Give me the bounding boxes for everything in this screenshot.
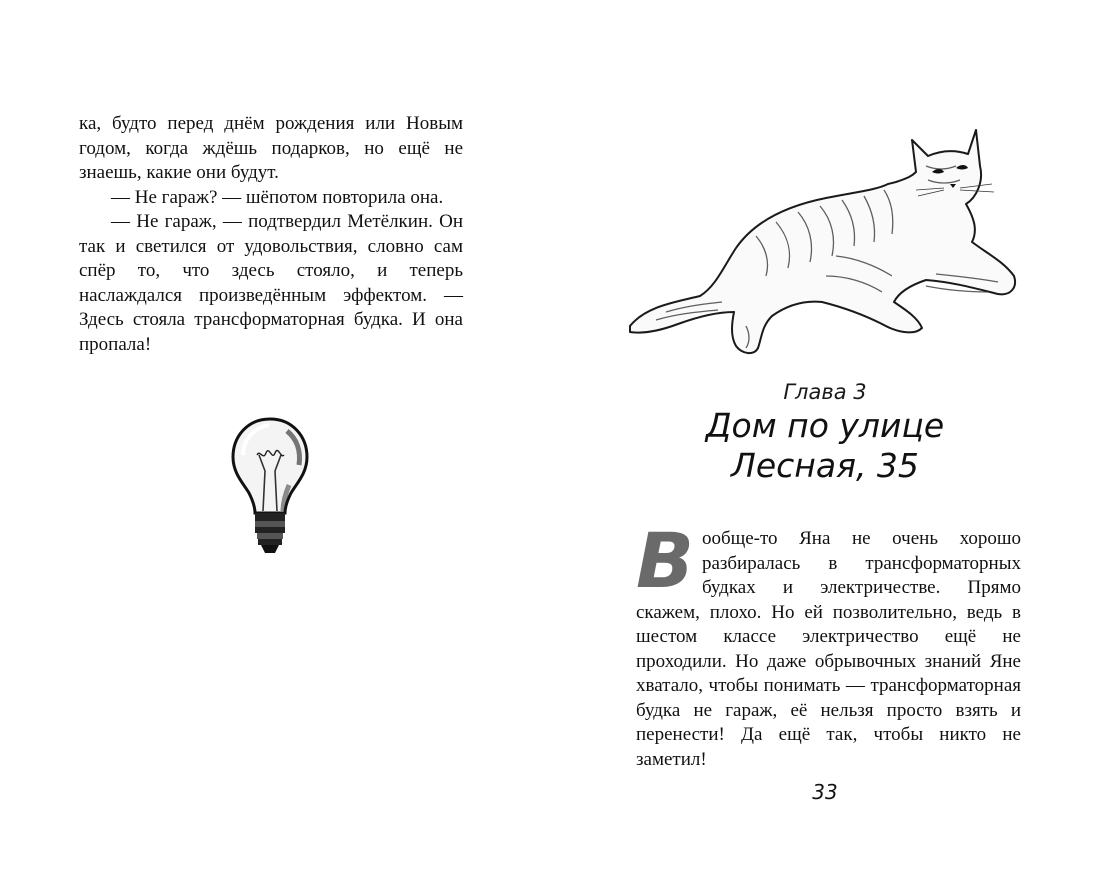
drop-cap: В	[636, 516, 694, 605]
page-number: 33	[812, 780, 838, 804]
chapter-number: Глава 3	[783, 380, 867, 404]
paragraph-1: ка, будто перед днём рождения или Новым годом, когда ждёшь подарков, но ещё не знаешь, какие они будут.	[79, 113, 463, 183]
right-page	[550, 0, 1100, 880]
chapter-title	[550, 406, 1100, 486]
left-page-text	[79, 112, 463, 357]
cat-illustration	[626, 126, 1018, 358]
lightbulb-icon	[229, 415, 311, 557]
right-page-text	[636, 516, 1021, 772]
chapter-body-text: ообще-то Яна не очень хорошо разбиралась в трансформаторных будках и электричестве. Прямо скажем, плохо. Но ей позволительно, ведь в шестом классе электричество ещё не проходили. Но даже обрывочных знаний Яне хватало, чтобы понимать — трансформаторная будка не гараж, её нельзя просто взять и перенести! Да ещё так, чтобы никто не заметил!	[636, 528, 1021, 770]
chapter-title-line-2: Лесная, 35	[731, 446, 919, 485]
chapter-title-line-1: Дом по улице	[705, 406, 945, 445]
paragraph-3: — Не гараж, — подтвердил Метёлкин. Он так и светился от удовольствия, словно сам спёр то, что здесь стояло, и теперь наслаждался произведённым эффектом. — Здесь стояла трансформаторная будка. И она пропала!	[79, 211, 463, 355]
paragraph-2: — Не гараж? — шёпотом повторила она.	[111, 186, 444, 208]
